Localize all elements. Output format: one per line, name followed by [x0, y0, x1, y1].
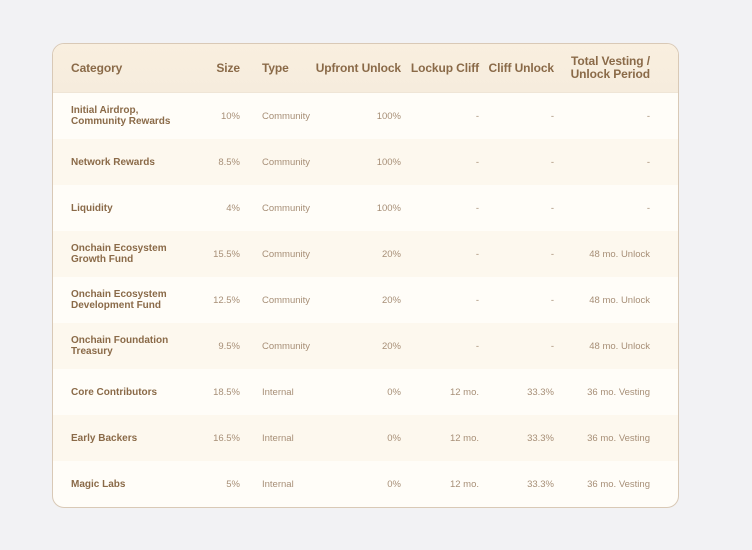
row-cliff-unlock: -: [550, 156, 554, 168]
row-lockup-cliff: 12 mo.: [449, 432, 479, 444]
row-size: 10%: [220, 110, 240, 122]
vesting-table: [52, 43, 679, 508]
row-type: Internal: [262, 386, 294, 398]
row-size: 5%: [226, 478, 240, 490]
header-total-vesting: Total Vesting / Unlock Period: [570, 54, 650, 81]
row-cliff-unlock: -: [550, 248, 554, 260]
row-type: Internal: [262, 478, 294, 490]
row-upfront-unlock: 100%: [376, 156, 401, 168]
row-category: Onchain Ecosystem Development Fund: [71, 289, 167, 311]
header-upfront-unlock: Upfront Unlock: [315, 61, 401, 75]
row-total-vesting: -: [646, 156, 650, 168]
header-lockup-cliff: Lockup Cliff: [410, 61, 479, 75]
row-type: Community: [262, 248, 311, 260]
row-size: 4%: [226, 202, 240, 214]
row-category: Onchain Foundation Treasury: [71, 335, 169, 357]
row-cliff-unlock: 33.3%: [527, 386, 554, 398]
table-header: [53, 44, 678, 93]
row-upfront-unlock: 0%: [387, 386, 401, 398]
row-cliff-unlock: -: [550, 110, 554, 122]
row-lockup-cliff: -: [475, 340, 479, 352]
row-total-vesting: 36 mo. Vesting: [587, 432, 650, 444]
table-row: [53, 139, 678, 185]
row-size: 15.5%: [213, 248, 240, 260]
table-row: [53, 277, 678, 323]
row-type: Community: [262, 294, 311, 306]
row-cliff-unlock: 33.3%: [527, 478, 554, 490]
row-size: 18.5%: [213, 386, 240, 398]
row-category: Liquidity: [71, 202, 113, 214]
row-category: Core Contributors: [71, 386, 158, 398]
row-size: 12.5%: [213, 294, 240, 306]
row-lockup-cliff: -: [475, 156, 479, 168]
row-type: Internal: [262, 432, 294, 444]
row-total-vesting: 36 mo. Vesting: [587, 386, 650, 398]
row-total-vesting: 36 mo. Vesting: [587, 478, 650, 490]
table-row: [53, 369, 678, 415]
row-size: 16.5%: [213, 432, 240, 444]
row-total-vesting: -: [646, 202, 650, 214]
row-lockup-cliff: 12 mo.: [449, 386, 479, 398]
table-body: [53, 93, 678, 507]
row-lockup-cliff: -: [475, 110, 479, 122]
row-category: Initial Airdrop, Community Rewards: [71, 105, 171, 127]
row-type: Community: [262, 156, 311, 168]
table-row: [53, 415, 678, 461]
row-size: 8.5%: [218, 156, 240, 168]
row-total-vesting: 48 mo. Unlock: [589, 340, 650, 352]
row-total-vesting: 48 mo. Unlock: [589, 294, 650, 306]
row-total-vesting: -: [646, 110, 650, 122]
table-row: [53, 231, 678, 277]
row-lockup-cliff: -: [475, 248, 479, 260]
row-category: Magic Labs: [71, 478, 126, 490]
row-category: Onchain Ecosystem Growth Fund: [71, 243, 167, 265]
row-lockup-cliff: -: [475, 202, 479, 214]
row-total-vesting: 48 mo. Unlock: [589, 248, 650, 260]
row-category: Early Backers: [71, 432, 138, 444]
row-cliff-unlock: -: [550, 340, 554, 352]
row-lockup-cliff: -: [475, 294, 479, 306]
row-type: Community: [262, 340, 311, 352]
row-upfront-unlock: 20%: [381, 294, 401, 306]
row-type: Community: [262, 202, 311, 214]
header-cliff-unlock: Cliff Unlock: [488, 61, 554, 75]
table-row: [53, 323, 678, 369]
row-cliff-unlock: 33.3%: [527, 432, 554, 444]
row-upfront-unlock: 20%: [381, 340, 401, 352]
row-type: Community: [262, 110, 311, 122]
row-upfront-unlock: 100%: [376, 110, 401, 122]
header-size: Size: [216, 61, 240, 75]
row-cliff-unlock: -: [550, 294, 554, 306]
row-upfront-unlock: 0%: [387, 432, 401, 444]
row-upfront-unlock: 0%: [387, 478, 401, 490]
row-size: 9.5%: [218, 340, 240, 352]
row-category: Network Rewards: [71, 156, 155, 168]
table-row: [53, 461, 678, 507]
row-cliff-unlock: -: [550, 202, 554, 214]
header-category: Category: [71, 61, 123, 75]
header-type: Type: [262, 61, 289, 75]
row-lockup-cliff: 12 mo.: [449, 478, 479, 490]
row-upfront-unlock: 100%: [376, 202, 401, 214]
row-upfront-unlock: 20%: [381, 248, 401, 260]
table-row: [53, 185, 678, 231]
table-row: [53, 93, 678, 139]
